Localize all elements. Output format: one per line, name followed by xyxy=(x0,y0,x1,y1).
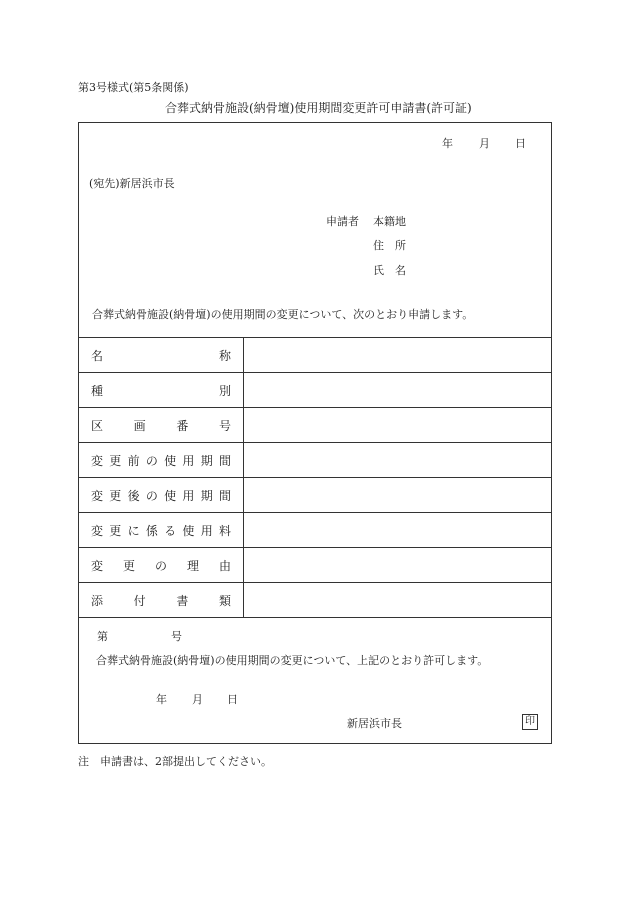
application-date-year: 年 xyxy=(442,137,453,150)
table-row-value-type xyxy=(244,373,551,407)
table-row-label-reason: 変更の理由 xyxy=(91,559,231,573)
table-row-value-attachments xyxy=(244,583,551,617)
applicant-label: 申請者 xyxy=(326,215,359,228)
permit-date-year: 年 xyxy=(156,693,167,706)
table-row-value-fee xyxy=(244,513,551,547)
form-number: 第3号様式(第5条関係) xyxy=(78,81,189,94)
table-row-label-type: 種別 xyxy=(91,384,231,398)
table-row-value-name xyxy=(244,338,551,372)
table-row-label-attachments: 添付書類 xyxy=(91,594,231,608)
table-row-label-fee: 変更に係る使用料 xyxy=(91,524,231,538)
footnote: 注 申請書は、2部提出してください。 xyxy=(78,755,272,768)
table-bottom-border xyxy=(79,617,551,618)
table-row-label-plot-number: 区画番号 xyxy=(91,419,231,433)
permit-date-month: 月 xyxy=(192,693,203,706)
application-statement: 合葬式納骨施設(納骨壇)の使用期間の変更について、次のとおり申請します。 xyxy=(92,308,474,321)
form-frame xyxy=(78,122,552,744)
table-row-label-name: 名称 xyxy=(91,349,231,363)
seal-mark: 印 xyxy=(522,714,538,730)
permit-date-day: 日 xyxy=(227,693,238,706)
table-row-label-period-after: 変更後の使用期間 xyxy=(91,489,231,503)
table-row-label-period-before: 変更前の使用期間 xyxy=(91,454,231,468)
addressee: (宛先)新居浜市長 xyxy=(89,177,175,190)
table-row-value-reason xyxy=(244,548,551,582)
application-date-day: 日 xyxy=(515,137,526,150)
permit-number-prefix: 第 xyxy=(97,630,108,643)
table-row-value-plot-number xyxy=(244,408,551,442)
table-row-value-period-before xyxy=(244,443,551,477)
form-title: 合葬式納骨施設(納骨壇)使用期間変更許可申請書(許可証) xyxy=(165,101,472,115)
permit-number-suffix: 号 xyxy=(171,630,182,643)
application-date-month: 月 xyxy=(479,137,490,150)
table-row-value-period-after xyxy=(244,478,551,512)
address-label: 住 所 xyxy=(373,239,406,252)
permit-statement: 合葬式納骨施設(納骨壇)の使用期間の変更について、上記のとおり許可します。 xyxy=(96,654,489,667)
honseki-label: 本籍地 xyxy=(373,215,406,228)
name-label: 氏 名 xyxy=(373,264,406,277)
permit-issuer: 新居浜市長 xyxy=(347,717,402,730)
